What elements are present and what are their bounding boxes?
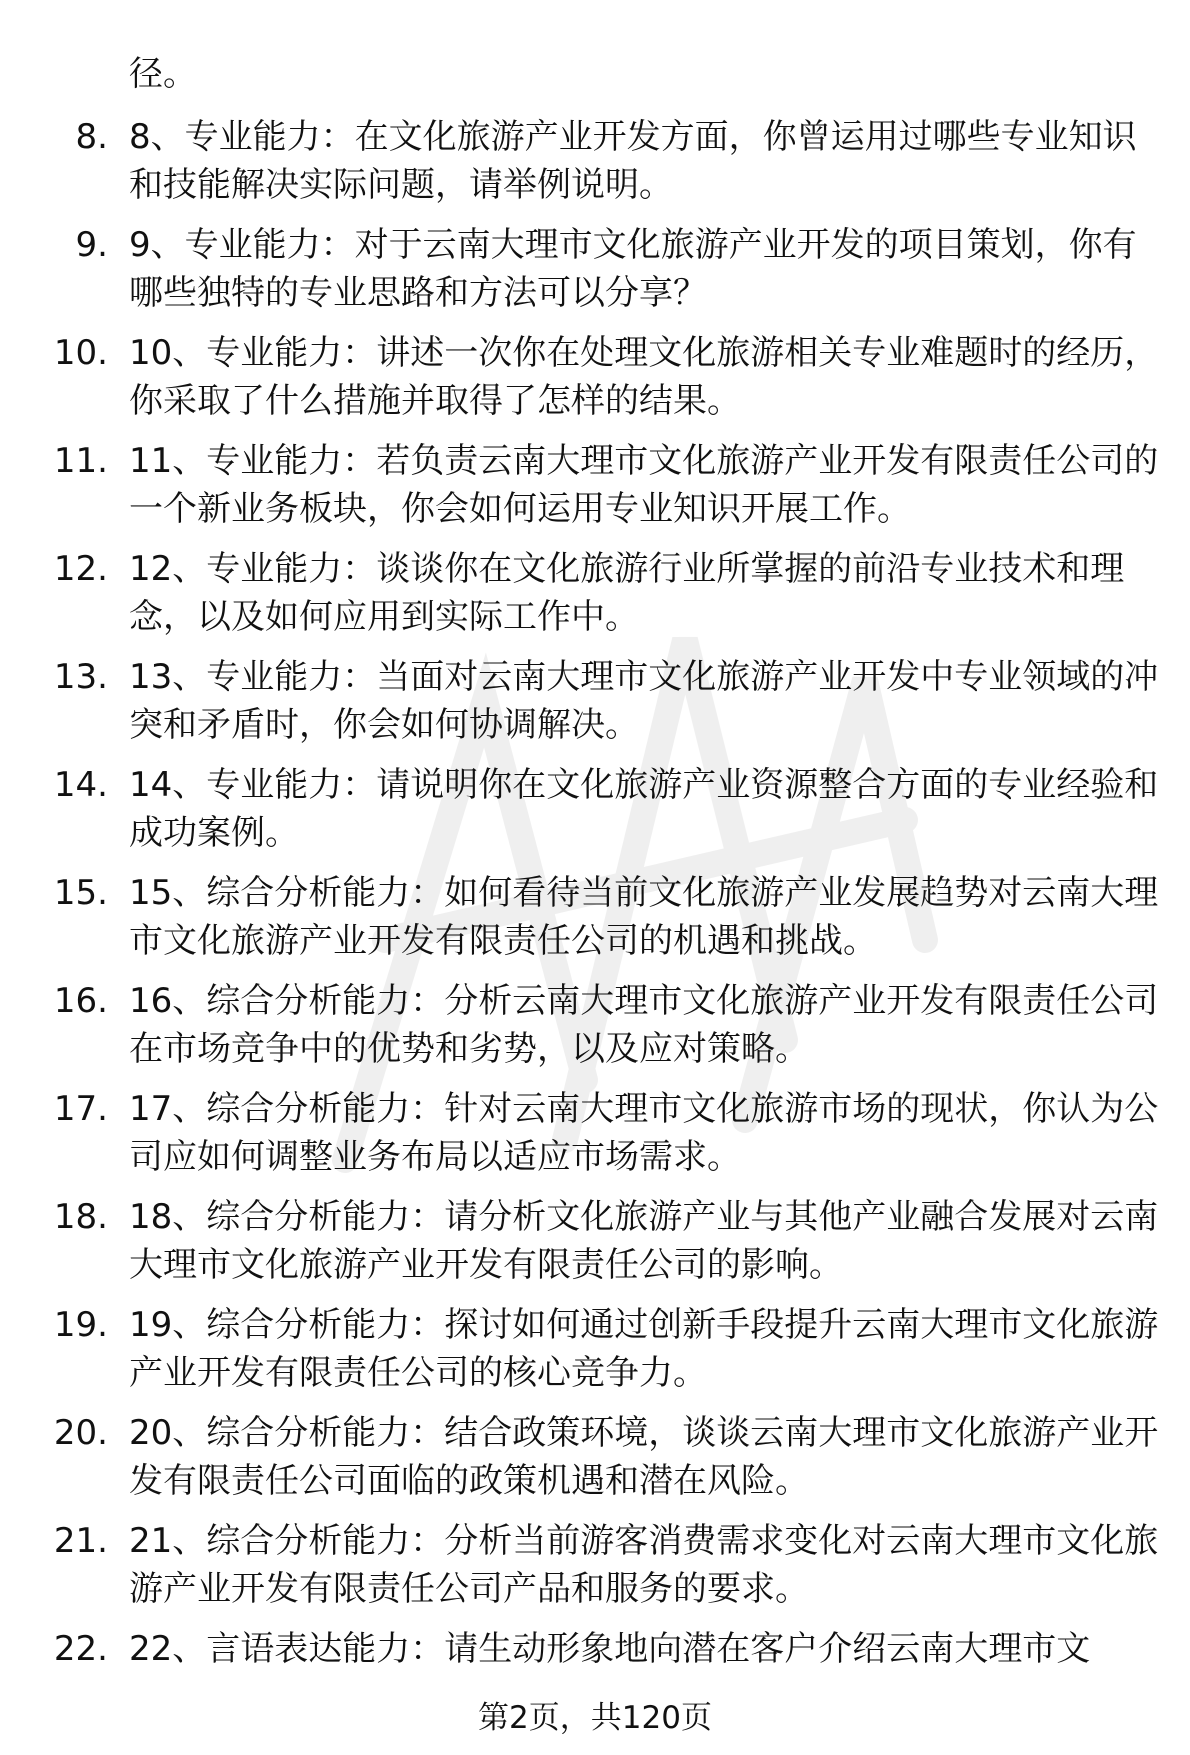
continuation-text: 径。 xyxy=(129,54,197,94)
item-text: 11、专业能力：若负责云南大理市文化旅游产业开发有限责任公司的一个新业务板块，你会如何运用专业知识开展工作。 xyxy=(129,441,1159,529)
list-item xyxy=(0,221,1190,329)
item-number: 12. xyxy=(53,549,108,589)
item-number: 11. xyxy=(53,441,108,481)
item-text: 22、言语表达能力：请生动形象地向潜在客户介绍云南大理市文 xyxy=(129,1629,1091,1669)
item-text: 16、综合分析能力：分析云南大理市文化旅游产业开发有限责任公司在市场竞争中的优势和劣势，以及应对策略。 xyxy=(129,981,1159,1069)
item-text: 13、专业能力：当面对云南大理市文化旅游产业开发中专业领域的冲突和矛盾时，你会如何协调解决。 xyxy=(129,657,1159,745)
list-item xyxy=(0,1409,1190,1517)
item-text: 10、专业能力：讲述一次你在处理文化旅游相关专业难题时的经历，你采取了什么措施并取得了怎样的结果。 xyxy=(129,333,1159,421)
list-item xyxy=(0,329,1190,437)
item-text: 19、综合分析能力：探讨如何通过创新手段提升云南大理市文化旅游产业开发有限责任公司的核心竞争力。 xyxy=(129,1305,1159,1393)
list-item xyxy=(0,1193,1190,1301)
item-text: 12、专业能力：谈谈你在文化旅游行业所掌握的前沿专业技术和理念，以及如何应用到实际工作中。 xyxy=(129,549,1125,637)
item-number: 18. xyxy=(53,1197,108,1237)
page-footer: 第2页，共120页 xyxy=(478,1700,712,1736)
list-item xyxy=(0,1517,1190,1625)
item-text: 18、综合分析能力：请分析文化旅游产业与其他产业融合发展对云南大理市文化旅游产业开发有限责任公司的影响。 xyxy=(129,1197,1159,1285)
item-text: 15、综合分析能力：如何看待当前文化旅游产业发展趋势对云南大理市文化旅游产业开发有限责任公司的机遇和挑战。 xyxy=(129,873,1159,961)
item-number: 17. xyxy=(53,1089,108,1129)
item-number: 21. xyxy=(53,1521,108,1561)
item-number: 14. xyxy=(53,765,108,805)
item-number: 9. xyxy=(75,225,108,265)
item-number: 8. xyxy=(75,117,108,157)
list-item xyxy=(0,113,1190,221)
item-text: 17、综合分析能力：针对云南大理市文化旅游市场的现状，你认为公司应如何调整业务布局以适应市场需求。 xyxy=(129,1089,1159,1177)
item-text: 14、专业能力：请说明你在文化旅游产业资源整合方面的专业经验和成功案例。 xyxy=(129,765,1159,853)
item-number: 15. xyxy=(53,873,108,913)
list-item xyxy=(0,653,1190,761)
list-item xyxy=(0,545,1190,653)
item-number: 19. xyxy=(53,1305,108,1345)
list-item xyxy=(0,977,1190,1085)
list-item xyxy=(0,1301,1190,1409)
item-number: 20. xyxy=(53,1413,108,1453)
item-number: 13. xyxy=(53,657,108,697)
list-item xyxy=(0,437,1190,545)
list-item xyxy=(0,761,1190,869)
item-number: 16. xyxy=(53,981,108,1021)
item-text: 21、综合分析能力：分析当前游客消费需求变化对云南大理市文化旅游产业开发有限责任公司产品和服务的要求。 xyxy=(129,1521,1159,1609)
item-number: 10. xyxy=(53,333,108,373)
item-text: 20、综合分析能力：结合政策环境，谈谈云南大理市文化旅游产业开发有限责任公司面临的政策机遇和潜在风险。 xyxy=(129,1413,1159,1501)
question-list xyxy=(0,113,1190,1733)
item-text: 9、专业能力：对于云南大理市文化旅游产业开发的项目策划，你有哪些独特的专业思路和方法可以分享？ xyxy=(129,225,1137,313)
item-text: 8、专业能力：在文化旅游产业开发方面，你曾运用过哪些专业知识和技能解决实际问题，请举例说明。 xyxy=(129,117,1137,205)
list-item xyxy=(0,869,1190,977)
list-item xyxy=(0,1085,1190,1193)
item-number: 22. xyxy=(53,1629,108,1669)
